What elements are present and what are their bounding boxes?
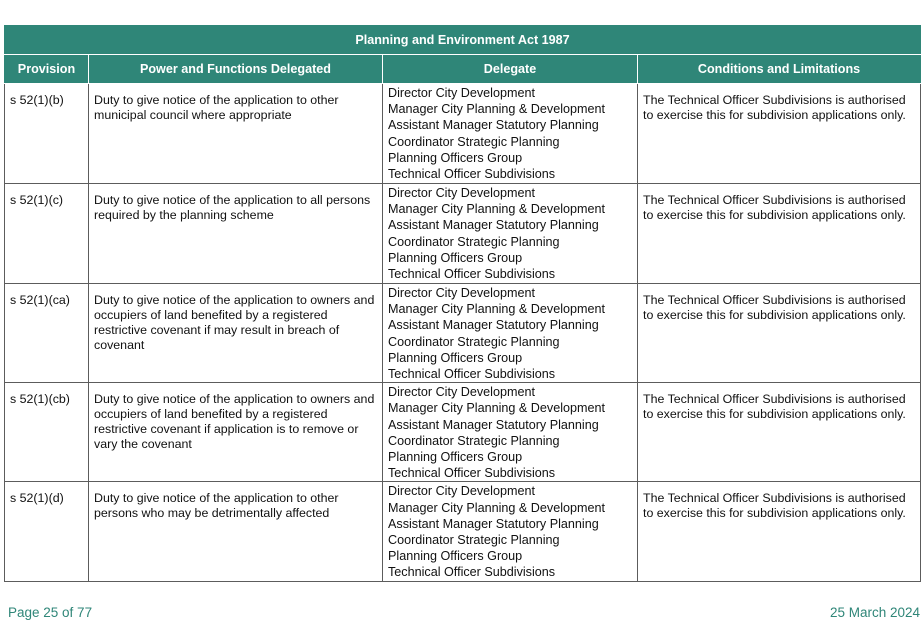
table-row: [5, 84, 921, 184]
delegate-item: Director City Development: [388, 385, 535, 400]
delegate-item: Manager City Planning & Development: [388, 102, 606, 117]
power-cell: Duty to give notice of the application to owners and occupiers of land benefited by a registered restrictive covenant if application is to remove or vary the covenant: [89, 383, 383, 482]
delegate-cell: [383, 482, 638, 581]
delegate-item: Coordinator Strategic Planning: [388, 433, 560, 448]
provision-cell: s 52(1)(c): [5, 184, 89, 284]
delegate-item: Assistant Manager Statutory Planning: [388, 118, 599, 133]
delegate-cell: [383, 184, 638, 284]
column-header-provision: Provision: [5, 55, 89, 84]
delegate-item: Technical Officer Subdivisions: [388, 267, 556, 282]
delegate-item: Assistant Manager Statutory Planning: [388, 218, 599, 233]
delegate-item: Technical Officer Subdivisions: [388, 565, 556, 580]
delegate-cell: [383, 383, 638, 482]
conditions-cell: The Technical Officer Subdivisions is authorised to exercise this for subdivision applications only.: [638, 184, 921, 284]
table-row: [5, 383, 921, 482]
delegate-item: Manager City Planning & Development: [388, 202, 606, 217]
provision-cell: s 52(1)(cb): [5, 383, 89, 482]
delegate-cell: [383, 84, 638, 184]
delegate-item: Assistant Manager Statutory Planning: [388, 516, 599, 531]
delegate-item: Coordinator Strategic Planning: [388, 234, 560, 249]
delegate-item: Planning Officers Group: [388, 549, 523, 564]
delegate-item: Assistant Manager Statutory Planning: [388, 318, 599, 333]
table-header-row: [5, 55, 921, 84]
provision-cell: s 52(1)(ca): [5, 284, 89, 383]
delegate-item: Planning Officers Group: [388, 450, 523, 465]
conditions-cell: The Technical Officer Subdivisions is authorised to exercise this for subdivision applications only.: [638, 84, 921, 184]
delegate-item: Planning Officers Group: [388, 250, 523, 265]
column-header-delegate: Delegate: [383, 55, 638, 84]
delegate-item: Planning Officers Group: [388, 150, 523, 165]
delegate-item: Coordinator Strategic Planning: [388, 134, 560, 149]
column-header-power: Power and Functions Delegated: [89, 55, 383, 84]
delegate-item: Manager City Planning & Development: [388, 302, 606, 317]
footer-page-number: Page 25 of 77: [8, 605, 93, 620]
table-row: [5, 184, 921, 284]
conditions-cell: The Technical Officer Subdivisions is authorised to exercise this for subdivision applications only.: [638, 482, 921, 581]
delegate-item: Coordinator Strategic Planning: [388, 533, 560, 548]
power-cell: Duty to give notice of the application to owners and occupiers of land benefited by a registered restrictive covenant if may result in breach of covenant: [89, 284, 383, 383]
provision-cell: s 52(1)(d): [5, 482, 89, 581]
delegate-item: Assistant Manager Statutory Planning: [388, 417, 599, 432]
table-body: [5, 84, 921, 582]
power-cell: Duty to give notice of the application to other municipal council where appropriate: [89, 84, 383, 184]
power-cell: Duty to give notice of the application to other persons who may be detrimentally affected: [89, 482, 383, 581]
delegate-item: Technical Officer Subdivisions: [388, 167, 556, 182]
delegate-item: Coordinator Strategic Planning: [388, 334, 560, 349]
power-cell: Duty to give notice of the application to all persons required by the planning scheme: [89, 184, 383, 284]
conditions-cell: The Technical Officer Subdivisions is authorised to exercise this for subdivision applications only.: [638, 383, 921, 482]
table-row: [5, 482, 921, 581]
delegate-item: Director City Development: [388, 186, 535, 200]
delegate-item: Director City Development: [388, 86, 535, 100]
footer-date: 25 March 2024: [829, 605, 920, 620]
delegate-cell: [383, 284, 638, 383]
conditions-cell: The Technical Officer Subdivisions is authorised to exercise this for subdivision applications only.: [638, 284, 921, 383]
table-row: [5, 284, 921, 383]
delegate-item: Manager City Planning & Development: [388, 500, 606, 515]
delegation-table: [4, 25, 921, 582]
delegate-item: Director City Development: [388, 286, 535, 300]
table-title-row: [5, 26, 921, 55]
column-header-conditions: Conditions and Limitations: [638, 55, 921, 84]
delegate-item: Manager City Planning & Development: [388, 401, 606, 416]
delegate-item: Director City Development: [388, 484, 535, 499]
delegate-item: Technical Officer Subdivisions: [388, 466, 556, 481]
table-title: Planning and Environment Act 1987: [5, 26, 921, 55]
delegate-item: Planning Officers Group: [388, 350, 523, 365]
provision-cell: s 52(1)(b): [5, 84, 89, 184]
delegate-item: Technical Officer Subdivisions: [388, 367, 556, 382]
